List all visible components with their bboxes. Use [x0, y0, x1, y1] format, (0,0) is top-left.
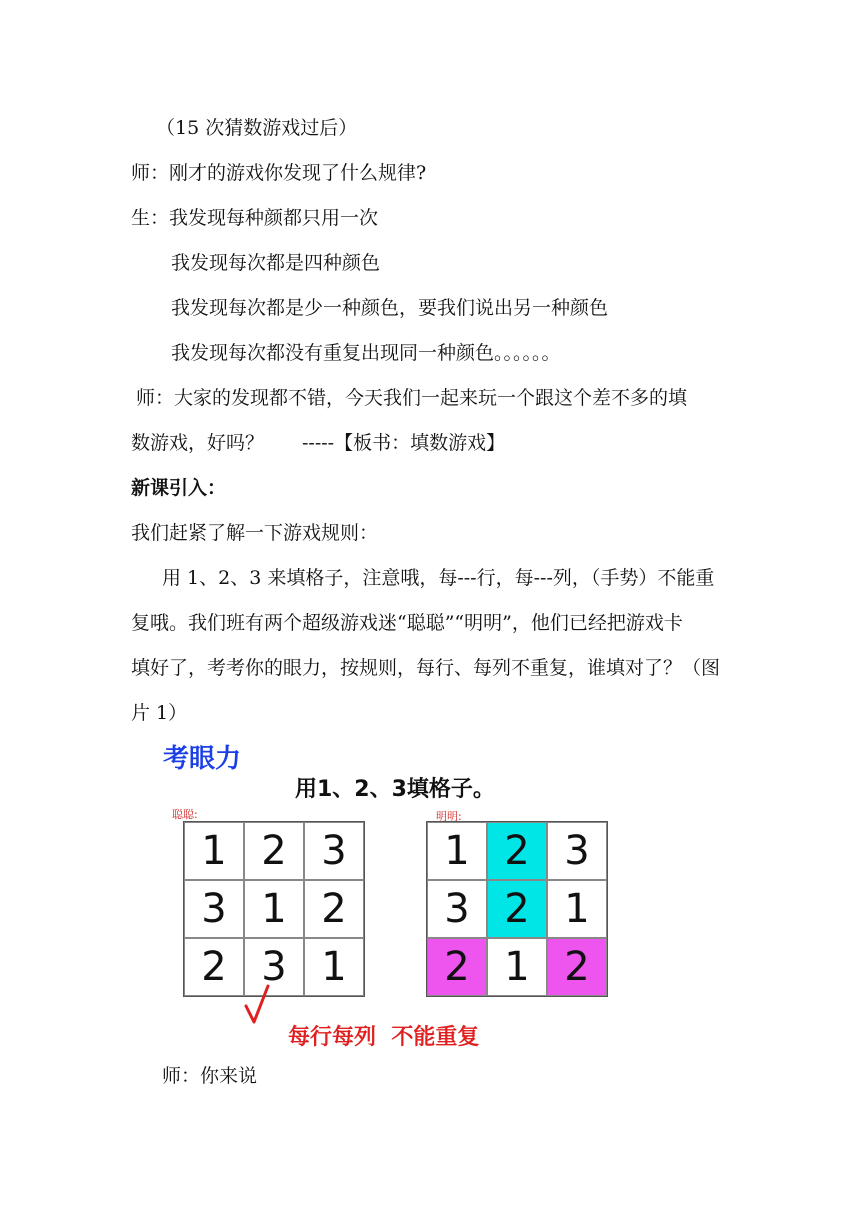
figure-title: 考眼力: [163, 744, 242, 774]
grid-cell: 1: [547, 880, 607, 938]
figure-subtitle: 用1、2、3填格子。: [295, 777, 495, 802]
line-student-answer-3: 我发现每次都是少一种颜色，要我们说出另一种颜色: [171, 297, 609, 319]
rule-note: 每行每列 不能重复: [288, 1025, 480, 1050]
grid-right-name: 明明:: [436, 810, 462, 823]
line-board-writing: 数游戏，好吗？ -----【板书：填数游戏】: [131, 432, 506, 454]
grid-cell: 3: [427, 880, 487, 938]
grid-cell-highlight-magenta: 2: [547, 938, 607, 996]
line-teacher-question: 师：刚才的游戏你发现了什么规律?: [131, 162, 427, 184]
grid-cell: 3: [547, 822, 607, 880]
line-rules-4: 片 1）: [131, 702, 188, 724]
line-student-answer-2: 我发现每次都是四种颜色: [171, 252, 381, 274]
grid-cell: 1: [427, 822, 487, 880]
grid-cell: 1: [304, 938, 364, 996]
grid-cell-highlight-cyan: 2: [487, 880, 547, 938]
line-rules-2: 复哦。我们班有两个超级游戏迷“聪聪”“明明”，他们已经把游戏卡: [131, 612, 683, 634]
grid-left-name: 聪聪:: [172, 808, 198, 821]
line-rules-3: 填好了，考考你的眼力，按规则，每行、每列不重复，谁填对了？（图: [131, 657, 721, 679]
grid-cell: 3: [184, 880, 244, 938]
grid-cell: 1: [487, 938, 547, 996]
line-rules-1: 用 1、2、3 来填格子，注意哦，每---行，每---列，（手势）不能重: [162, 567, 715, 589]
line-student-answer-1: 生：我发现每种颜都只用一次: [131, 207, 379, 229]
grid-cell: 3: [304, 822, 364, 880]
grid-left: [183, 821, 365, 997]
grid-cell: 2: [244, 822, 304, 880]
line-rules-intro: 我们赶紧了解一下游戏规则：: [131, 522, 379, 544]
grid-cell: 2: [304, 880, 364, 938]
line-teacher-praise: 师：大家的发现都不错，今天我们一起来玩一个跟这个差不多的填: [136, 387, 688, 409]
section-heading: 新课引入：: [131, 477, 227, 499]
check-mark-icon: [236, 980, 286, 1030]
grid-cell-highlight-cyan: 2: [487, 822, 547, 880]
grid-cell: 3: [244, 938, 304, 996]
grid-cell-highlight-magenta: 2: [427, 938, 487, 996]
line-guess-game: （15 次猜数游戏过后）: [156, 117, 358, 139]
grid-right: [426, 821, 608, 997]
grid-cell: 1: [184, 822, 244, 880]
line-teacher-ask: 师：你来说: [162, 1065, 258, 1087]
grid-cell: 2: [184, 938, 244, 996]
grid-cell: 1: [244, 880, 304, 938]
line-student-answer-4: 我发现每次都没有重复出现同一种颜色。。。。。。: [171, 342, 561, 364]
